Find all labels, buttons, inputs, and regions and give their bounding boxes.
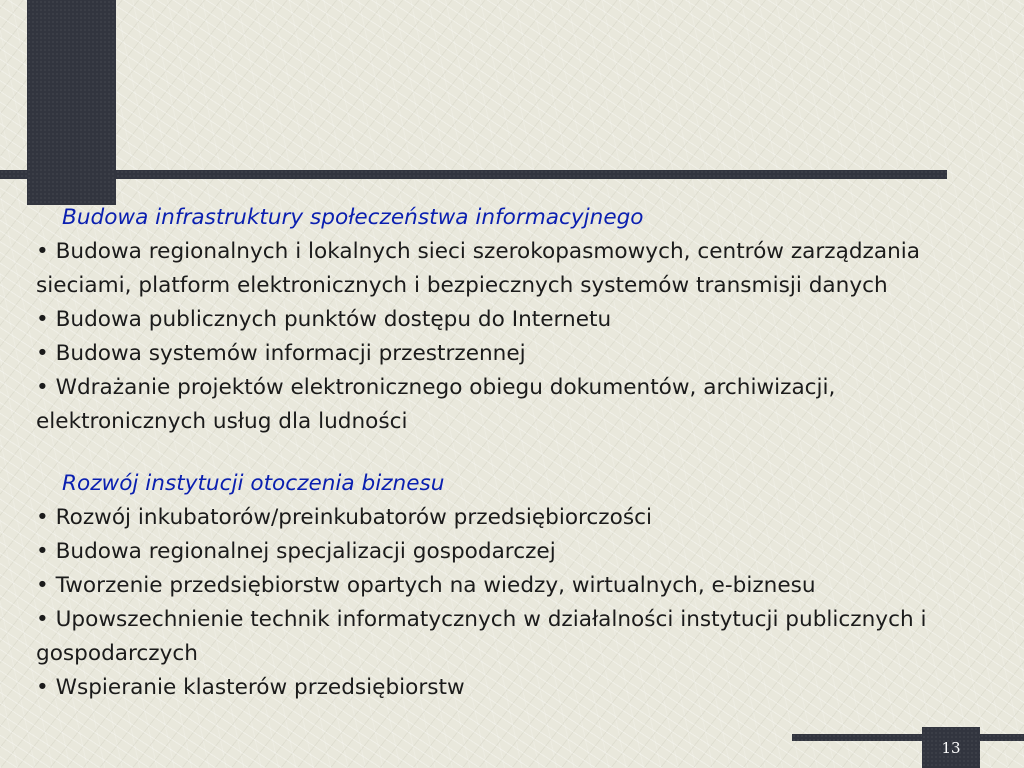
bullet-item: • Budowa regionalnej specjalizacji gospodarczej <box>36 539 556 564</box>
page-number: 13 <box>941 738 961 757</box>
section-spacer <box>36 439 986 467</box>
top-decorative-block <box>27 0 116 205</box>
bottom-divider-line <box>792 734 1024 741</box>
bullet-item: • Rozwój inkubatorów/preinkubatorów przedsiębiorczości <box>36 505 652 530</box>
bullet-item: • Tworzenie przedsiębiorstw opartych na wiedzy, wirtualnych, e-biznesu <box>36 573 816 598</box>
bullet-item: • Budowa systemów informacji przestrzennej <box>36 341 526 366</box>
section-heading: Rozwój instytucji otoczenia biznesu <box>62 471 445 496</box>
bullet-item: • Upowszechnienie technik informatycznych w działalności instytucji publicznych i gospodarczych <box>36 607 927 666</box>
bullet-item: • Budowa publicznych punktów dostępu do Internetu <box>36 307 612 332</box>
section-business-environment <box>36 467 986 705</box>
bullet-item: • Wspieranie klasterów przedsiębiorstw <box>36 675 465 700</box>
section-heading: Budowa infrastruktury społeczeństwa informacyjnego <box>62 205 644 230</box>
bullet-item: • Wdrażanie projektów elektronicznego obiegu dokumentów, archiwizacji, elektronicznych usług dla ludności <box>36 375 836 434</box>
section-infrastructure <box>36 201 986 439</box>
slide-content <box>36 201 986 705</box>
top-divider-line <box>0 170 947 179</box>
bullet-item: • Budowa regionalnych i lokalnych sieci szerokopasmowych, centrów zarządzania sieciami, platform elektronicznych i bezpiecznych systemów transmisji danych <box>36 239 921 298</box>
